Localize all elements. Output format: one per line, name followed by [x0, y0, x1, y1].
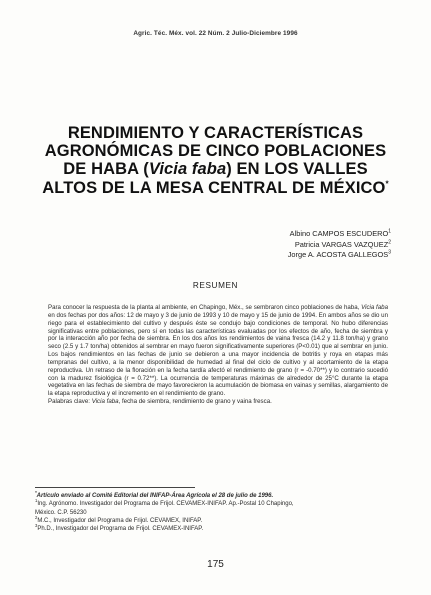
author-2: [288, 240, 391, 251]
footnote-marker: 1: [35, 498, 38, 504]
article-title: [20, 124, 411, 197]
footnote-marker: *: [35, 490, 37, 495]
title-line-1: RENDIMIENTO Y CARACTERÍSTICAS: [67, 124, 364, 142]
title-species-name: Vicia faba: [148, 160, 227, 179]
abstract-heading: RESUMEN: [192, 281, 239, 290]
footnote-3-text: Ph.D., Investigador del Programa de Frijol. CEVAMEX-INIFAP.: [37, 526, 204, 533]
keywords-paragraph: [48, 398, 388, 406]
author-list: [288, 229, 391, 261]
footnote-1: [35, 500, 395, 508]
title-line-4-text: ALTOS DE LA MESA CENTRAL DE MÉXICO: [42, 178, 386, 197]
title-line-3-before: DE HABA (: [63, 160, 149, 179]
footnote-2-text: M.C., Investigador del Programa de Frijol. CEVAMEX, INIFAP.: [37, 517, 203, 524]
abstract-paragraph: [48, 304, 388, 398]
author-name: Albino CAMPOS ESCUDERO: [289, 229, 389, 238]
title-line-3: [20, 160, 411, 178]
footnotes: [35, 492, 395, 533]
author-affiliation-mark: 1: [388, 228, 391, 235]
journal-header: Agric. Téc. Méx. vol. 22 Núm. 2 Julio-Diciembre 1996: [133, 30, 298, 37]
author-affiliation-mark: 3: [388, 249, 391, 256]
keywords-label: Palabras clave:: [48, 398, 92, 406]
title-line-4: [20, 179, 411, 197]
title-line-3-after: ) EN LOS VALLES: [226, 160, 368, 179]
author-name: Jorge A. ACOSTA GALLEGOS: [287, 250, 389, 260]
abstract-species-name: Vicia faba: [361, 304, 389, 311]
title-footnote-marker: *: [385, 179, 389, 189]
author-1: [288, 229, 391, 240]
page-number: 175: [207, 559, 224, 570]
abstract-body: [48, 304, 388, 406]
footnote-1-continued: México. C.P. 56230: [35, 509, 87, 516]
footnote-marker: 2: [35, 514, 38, 520]
footnote-received: [35, 492, 395, 500]
footnote-marker: 3: [35, 523, 38, 529]
keywords-text: , fecha de siembra, rendimiento de grano y vaina fresca.: [118, 398, 272, 406]
author-name: Patricia VARGAS VAZQUEZ: [294, 239, 389, 249]
abstract-text-1: Para conocer la respuesta de la planta al ambiente, en Chapingo, Méx., se sembraron cinco poblaciones de haba,: [48, 304, 362, 311]
author-affiliation-mark: 2: [388, 239, 391, 246]
footnote-3: [35, 525, 395, 533]
author-3: [288, 250, 391, 261]
keywords-species-name: Vicia faba: [91, 398, 119, 406]
abstract-text-2: en dos fechas por dos años: 12 de mayo y 3 de junio de 1993 y 10 de mayo y 15 de junio de 1994. En ambos años se dio un riego para el establecimiento del cultivo y después éste se condujo bajo condiciones de temporal. No hubo diferencias significativas entre poblaciones, pero sí en todas las características evaluadas por los efectos de año, fecha de siembra y por la interacción año por fecha de siembra. En los dos años los rendimientos de vaina fresca (14.2 y 11.8 ton/ha) y grano seco (2.5 y 1.7 ton/ha) obtenidos al sembrar en mayo fueron significativamente superiores (P<0.01) que al sembrar en junio. Los bajos rendimientos en las fechas de junio se debieron a una mayor incidencia de botritis y roya en etapas más tempranas del cultivo, a la menor disponibilidad de humedad al final del ciclo de cultivo y al acortamiento de la etapa reproductiva. Un retraso de la floración en la fecha tardía afectó el rendimiento de grano (r = -0.70**) y lo contrario sucedió con la madurez fisiológica (r = 0.72**). La ocurrencia de temperaturas máximas de alrededor de 25°C durante la etapa vegetativa en las fechas de siembra de mayo favorecieron la acumulación de biomasa en vainas y semillas, alargamiento de la etapa reproductiva y el incremento en el rendimiento de grano.: [48, 311, 388, 398]
title-line-2: AGRONÓMICAS DE CINCO POBLACIONES: [44, 142, 387, 161]
footnote-1-text: Ing. Agrónomo. Investigador del Programa de Frijol. CEVAMEX-INIFAP. Ap.-Postal 10 Chapingo,: [37, 501, 294, 508]
footnote-received-text: Artículo enviado al Comité Editorial del INIFAP-Área Agrícola el 28 de julio de 1996.: [36, 493, 274, 499]
footnote-divider: [35, 487, 195, 488]
footnote-2: [35, 514, 395, 525]
